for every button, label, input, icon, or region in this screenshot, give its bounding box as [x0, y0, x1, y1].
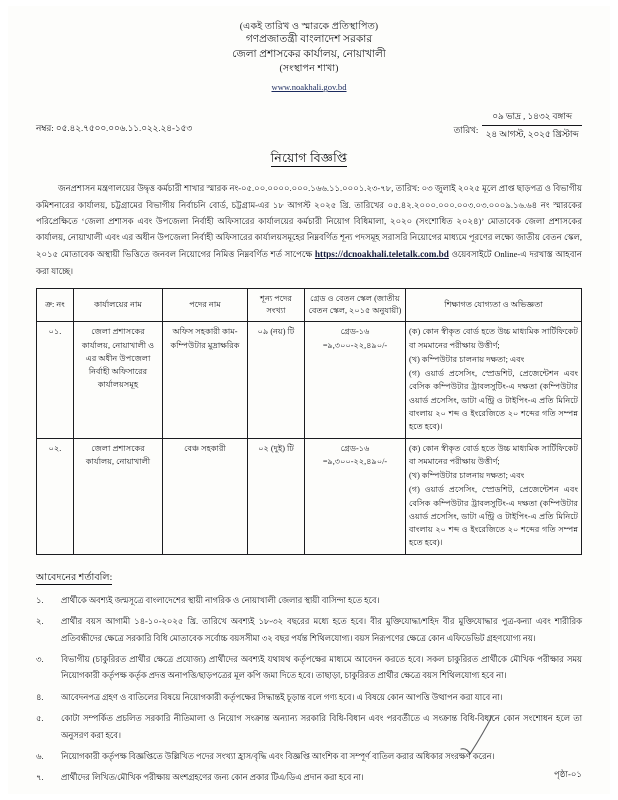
condition-number: ৭. [36, 773, 44, 783]
list-item [36, 711, 582, 744]
condition-number: ৫. [36, 714, 44, 724]
vacancy-table-head [37, 289, 582, 322]
qualification-item: (ক) কোন স্বীকৃত বোর্ড হতে উচ্চ মাধ্যমিক সার্টিফিকেট বা সমমানের পরীক্ষায় উত্তীর্ণ; [409, 443, 578, 466]
date-gregorian: ২৪ আগস্ট, ২০২৫ খ্রিস্টাব্দ [485, 129, 579, 140]
intro-text-part2: ওয়েবসাইটে Online-এ দরখাস্ত আহবান করা যাচ্ছে। [36, 248, 582, 277]
office-name: জেলা প্রশাসকের কার্যালয়, নোয়াখালী [232, 48, 386, 60]
conditions-list [36, 593, 582, 787]
vacancy-table-body [37, 322, 582, 555]
memo-date-row [36, 109, 582, 142]
vacancy-table [36, 288, 582, 554]
table-row [37, 438, 582, 554]
condition-text: প্রার্থীর বয়স আগামী ১৪-১০-২০২৫ খ্রি. তারিখে অবশ্যই ১৮-৩২ বছরের মধ্যে হতে হবে। বীর মুক্তিযোদ্ধা/শহিদ বীর মুক্তিযোদ্ধার পুত্র-কন্যা এবং শারীরিক প্রতিবন্ধীদের ক্ষেত্রে সরকারি বিধি মোতাবেক সর্বোচ্চ বয়সসীমা ৩২ বছর পর্যন্ত শিথিলযোগ্য। বয়স নিরূপণের ক্ষেত্রে কোন এফিডেভিট গ্রহণযোগ্য নয়। [61, 617, 582, 643]
cell-post-name: বেঞ্চ সহকারী [163, 438, 248, 554]
list-item [36, 690, 582, 706]
memo-number: নম্বর: ০৫.৪২.৭৫০০.০০৬.১১.০২২.২৪-১৫৩ [36, 123, 193, 134]
qualification-item: (গ) ওয়ার্ড প্রসেসিং, স্প্রেডশিট, প্রেজেন্টেশন এবং বেসিক কম্পিউটার ট্রাবলসুটিং-এ দক্ষতা (কম্পিউটার ওয়ার্ড প্রসেসিং, ডাটা এন্ট্রি ও টাইপিং-এ প্রতি মিনিটে বাংলায় ২০ শব্দ ও ইংরেজিতে ২০ শব্দের গতি সম্পন্ন হতে হবে)। [409, 369, 578, 432]
branch-name: (সংস্থাপন শাখা) [279, 62, 339, 74]
table-header-row [37, 289, 582, 322]
date-label: তারিখ: [453, 124, 479, 135]
conditions-heading-text: আবেদনের শর্তাবলি: [36, 571, 113, 583]
application-portal-link[interactable]: https://dcnoakhali.teletalk.com.bd [314, 248, 449, 259]
cell-serial: ০২. [37, 438, 74, 554]
replacement-note: (একই তারিখ ও স্মারকে প্রতিস্থাপিত) [239, 21, 379, 32]
list-item [36, 614, 582, 647]
cell-grade-salary: গ্রেড-১৬ =৯,৩০০-২২,৪৯০/- [305, 438, 406, 554]
qualification-item: (গ) ওয়ার্ড প্রসেসিং, স্প্রেডশিট, প্রেজেন্টেশন এবং বেসিক কম্পিউটার ট্রাবলসুটিং-এ দক্ষতা (কম্পিউটার ওয়ার্ড প্রসেসিং, ডাটা এন্ট্রি ও টাইপিং-এ প্রতি মিনিটে বাংলায় ২০ শব্দ ও ইংরেজিতে ২০ শব্দের গতি সম্পন্ন হতে হবে)। [409, 485, 578, 548]
list-item [36, 593, 582, 609]
intro-paragraph [36, 180, 582, 279]
condition-text: নিয়োগকারী কর্তৃপক্ষ বিজ্ঞপ্তিতে উল্লিখিত পদের সংখ্যা হ্রাস/বৃদ্ধি এবং বিজ্ঞপ্তি আংশিক বা সম্পূর্ণ বাতিল করার অধিকার সংরক্ষণ করেন। [61, 751, 495, 761]
cell-office-name: জেলা প্রশাসকের কার্যালয়, নোয়াখালী [74, 438, 163, 554]
list-item [36, 770, 582, 786]
header-vacancy-count: শূন্য পদের সংখ্যা [248, 289, 305, 322]
cell-office-name: জেলা প্রশাসকের কার্যালয়, নোয়াখালী ও এর অধীন উপজেলা নির্বাহী অফিসারের কার্যালয়সমূহ [74, 322, 163, 438]
condition-text: আবেদনপত্র গ্রহণ ও বাতিলের বিষয়ে নিয়োগকারী কর্তৃপক্ষের সিদ্ধান্তই চূড়ান্ত বলে গণ্য হবে। এ বিষয়ে কোন আপত্তি উত্থাপন করা যাবে না। [61, 692, 503, 702]
page-title-text: নিয়োগ বিজ্ঞপ্তি [270, 151, 348, 166]
condition-number: ৪. [36, 692, 44, 702]
date-stack [482, 109, 582, 142]
header-post-name: পদের নাম [163, 289, 248, 322]
cell-qualifications [406, 322, 582, 438]
qualification-item: (ক) কোন স্বীকৃত বোর্ড হতে উচ্চ মাধ্যমিক সার্টিফিকেট বা সমমানের পরীক্ষায় উত্তীর্ণ; [409, 327, 578, 350]
header-office-name: কার্যালয়ের নাম [74, 289, 163, 322]
intro-text-part1: জনপ্রশাসন মন্ত্রণালয়ের উদ্বৃত্ত কর্মচারী শাখার স্মারক নং-০৫.০০.০০০০.০০০.১৬৬.১১.০০০১.২৩-৭৮, তারিখ: ০৩ জুলাই ২০২৫ মূলে প্রাপ্ত ছাড়পত্র ও বিভাগীয় কমিশনারের কার্যালয়, চট্টগ্রামের বিভাগীয় নির্বাচনি বোর্ড, চট্টগ্রাম-এর ১৮ আগস্ট ২০২৫ খ্রি. তারিখের ০৫.৪২.২০০০.০০০.০০৩.০৩.০০০৯.১৬.৬৪ নং স্মারকের পরিপ্রেক্ষিতে ‘জেলা প্রশাসক এবং উপজেলা নির্বাহী অফিসারের কার্যালয়ের কর্মচারী নিয়োগ বিধিমালা, ২০২০ (সংশোধিত ২০২৪)’ মোতাবেক জেলা প্রশাসকের কার্যালয়, নোয়াখালী এবং এর অধীন উপজেলা নির্বাহী অফিসারের কার্যালয়সমূহের নিম্নবর্ণিত শূন্য পদসমূহ সরাসরি নিয়োগের মাধ্যমে পূরণের লক্ষ্যে জাতীয় বেতন স্কেল, ২০১৫ মোতাবেক অস্থায়ী ভিত্তিতে জনবল নিয়োগের নিমিত্ত নিম্নবর্ণিত শর্ত সাপেক্ষে [36, 183, 582, 259]
cell-qualifications [406, 438, 582, 554]
document-sheet [8, 6, 610, 794]
cell-grade-salary: গ্রেড-১৬ =৯,৩০০-২২,৪৯০/- [305, 322, 406, 438]
header-qualifications: শিক্ষাগত যোগ্যতা ও অভিজ্ঞতা [406, 289, 582, 322]
condition-number: ৩. [36, 654, 44, 664]
page-title [36, 150, 582, 170]
condition-text: প্রার্থীদের লিখিত/মৌখিক পরীক্ষায় অংশগ্রহণের জন্য কোন প্রকার টিএ/ডিএ প্রদান করা হবে না। [61, 773, 364, 783]
letterhead [36, 20, 582, 97]
condition-text: প্রার্থীকে অবশ্যই জন্মসূত্রে বাংলাদেশের স্থায়ী নাগরিক ও নোয়াখালী জেলার স্থায়ী বাসিন্দা হতে হবে। [61, 595, 380, 605]
website-link[interactable]: www.noakhali.gov.bd [271, 82, 347, 93]
cell-serial: ০১. [37, 322, 74, 438]
date-bengali: ০৯ ভাদ্র , ১৪৩২ বঙ্গাব্দ [482, 109, 582, 126]
cell-post-name: অফিস সহকারী কাম-কম্পিউটার মুদ্রাক্ষরিক [163, 322, 248, 438]
cell-vacancy-count: ০২ (দুই) টি [248, 438, 305, 554]
list-item [36, 652, 582, 685]
qualification-item: (খ) কম্পিউটার চালনায় দক্ষতা; এবং [409, 354, 525, 364]
header-serial: ক্র: নং [37, 289, 74, 322]
page-number: পৃষ্ঠা-০১ [554, 769, 582, 779]
list-item [36, 749, 582, 765]
header-grade-salary: গ্রেড ও বেতন স্কেল (জাতীয় বেতন স্কেল, ২০১৫ অনুযায়ী) [305, 289, 406, 322]
condition-number: ৬. [36, 751, 44, 761]
table-row [37, 322, 582, 438]
condition-number: ২. [36, 617, 44, 627]
signature-mark [452, 714, 498, 758]
condition-text: কোটা সম্পর্কিত প্রচলিত সরকারি নীতিমালা ও নিয়োগ সংক্রান্ত অন্যান্য সরকারি বিধি-বিধান এবং পরবর্তীতে এ সংক্রান্ত বিধি-বিধানে কোন সংশোধন হলে তা অনুসরণ করা হবে। [61, 714, 582, 740]
conditions-heading [36, 571, 582, 586]
condition-text: বিভাগীয় (চাকুরিরত প্রার্থীর ক্ষেত্রে প্রযোজ্য) প্রার্থীদের অবশ্যই যথাযথ কর্তৃপক্ষের মাধ্যমে আবেদন করতে হবে। সকল চাকুরিরত প্রার্থীকে মৌখিক পরীক্ষার সময় নিয়োগকারী কর্তৃপক্ষ কর্তৃক প্রদত্ত অনাপত্তি/ছাড়পত্রের মূল কপি জমা দিতে হবে। তাছাড়া, চাকুরিরত প্রার্থীর ক্ষেত্রে বয়স শিথিলযোগ্য হবে না। [61, 654, 582, 681]
government-name: গণপ্রজাতন্ত্রী বাংলাদেশ সরকার [245, 34, 373, 46]
qualification-item: (খ) কম্পিউটার চালনায় দক্ষতা; এবং [409, 471, 525, 481]
date-block [454, 109, 582, 142]
condition-number: ১. [36, 595, 44, 605]
cell-vacancy-count: ০৯ (নয়) টি [248, 322, 305, 438]
